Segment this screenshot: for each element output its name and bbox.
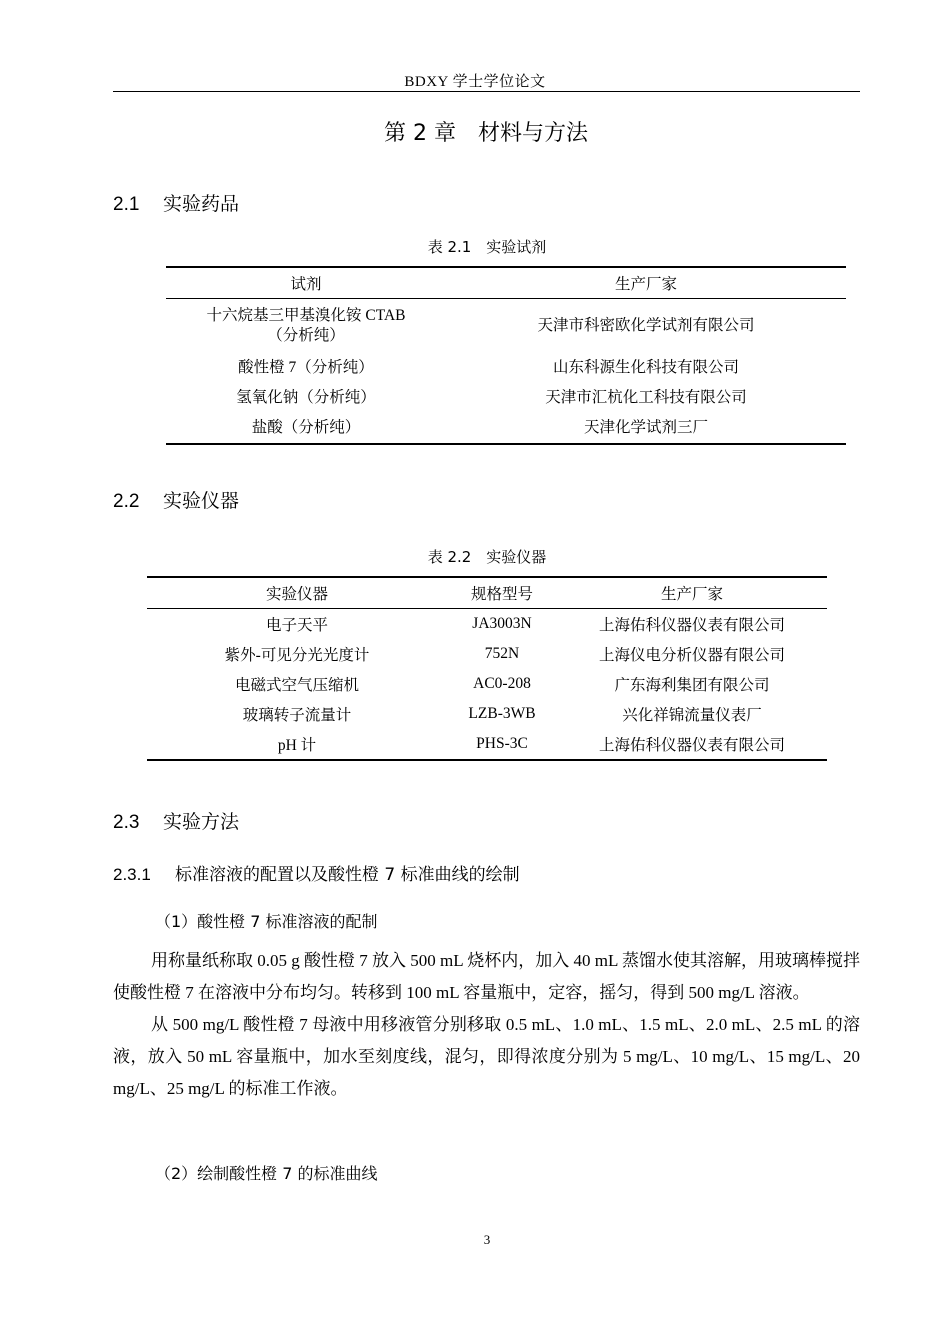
reagents-table <box>166 266 846 445</box>
section-2-3-heading <box>113 807 239 834</box>
maker-cell: 广东海利集团有限公司 <box>614 677 770 694</box>
section-number: 2.1 <box>113 194 140 215</box>
instrument-cell: 紫外-可见分光光度计 <box>224 647 370 664</box>
reagent-cell: 氢氧化钠（分析纯） <box>236 389 376 406</box>
model-cell: LZB-3WB <box>468 705 536 722</box>
paragraph: 从 500 mg/L 酸性橙 7 母液中用移液管分别移取 0.5 mL、1.0 mL、1.5 mL、2.0 mL、2.5 mL 的溶液，放入 50 mL 容量瓶中，加水至刻度线，混匀，即得浓度分别为 5 mg/L、10 mg/L、15 mg/L、20 mg/L、25 mg/L 的标准工作液。 <box>113 1015 860 1098</box>
reagent-cell: 酸性橙 7（分析纯） <box>238 359 374 376</box>
column-header: 试剂 <box>290 276 322 293</box>
instrument-cell: 电子天平 <box>265 617 328 634</box>
table-row <box>166 383 846 413</box>
instrument-cell: 玻璃转子流量计 <box>242 707 352 724</box>
section-title: 实验药品 <box>163 193 240 215</box>
maker-cell: 上海佑科仪器仪表有限公司 <box>598 617 785 634</box>
maker-cell: 天津化学试剂三厂 <box>583 419 708 436</box>
maker-cell: 上海仪电分析仪器有限公司 <box>598 647 785 664</box>
column-header: 规格型号 <box>470 586 533 603</box>
section-title: 实验仪器 <box>163 490 240 512</box>
table-2-2-caption: 表 2.2 实验仪器 <box>427 548 547 566</box>
section-number: 2.3.1 <box>113 865 151 884</box>
reagent-grade: （分析纯） <box>267 327 345 344</box>
subsection-1-title: （1）酸性橙 7 标准溶液的配制 <box>155 912 378 931</box>
table-row <box>147 669 827 699</box>
reagent-cell <box>166 299 446 354</box>
chapter-title: 第 2 章 材料与方法 <box>384 121 588 146</box>
maker-cell: 兴化祥锦流量仪表厂 <box>622 707 762 724</box>
table-row <box>166 299 846 354</box>
section-2-3-1-heading <box>113 860 520 885</box>
subsection-2-title: （2）绘制酸性橙 7 的标准曲线 <box>155 1164 378 1183</box>
column-header: 生产厂家 <box>660 586 723 603</box>
instruments-table <box>147 576 827 761</box>
section-2-1-heading <box>113 189 239 216</box>
model-cell: JA3003N <box>472 615 532 632</box>
instrument-cell: pH 计 <box>277 737 317 754</box>
maker-cell: 天津市科密欧化学试剂有限公司 <box>537 317 755 334</box>
section-title: 标准溶液的配置以及酸性橙 7 标准曲线的绘制 <box>175 865 520 885</box>
instrument-cell: 电磁式空气压缩机 <box>234 677 359 694</box>
table-header-row <box>166 267 846 299</box>
running-header: BDXY 学士学位论文 <box>404 74 546 90</box>
page-number: 3 <box>483 1232 491 1247</box>
table-row <box>147 699 827 729</box>
section-number: 2.3 <box>113 812 140 833</box>
table-row <box>147 729 827 760</box>
table-row <box>166 353 846 383</box>
section-number: 2.2 <box>113 491 140 512</box>
section-title: 实验方法 <box>163 811 240 833</box>
paragraph: 用称量纸称取 0.05 g 酸性橙 7 放入 500 mL 烧杯内，加入 40 mL 蒸馏水使其溶解，用玻璃棒搅拌使酸性橙 7 在溶液中分布均匀。转移到 100 mL 容量瓶中，定容，摇匀，得到 500 mg/L 溶液。 <box>113 951 860 1002</box>
model-cell: 752N <box>484 645 520 662</box>
table-header-row <box>147 577 827 609</box>
table-row <box>147 609 827 640</box>
body-text <box>113 945 860 1105</box>
column-header: 生产厂家 <box>614 276 677 293</box>
reagent-name: 十六烷基三甲基溴化铵 CTAB <box>206 307 406 324</box>
table-row <box>166 413 846 444</box>
table-row <box>147 639 827 669</box>
table-2-1-caption: 表 2.1 实验试剂 <box>427 238 547 256</box>
maker-cell: 山东科源生化科技有限公司 <box>552 359 739 376</box>
column-header: 实验仪器 <box>265 586 328 603</box>
model-cell: PHS-3C <box>476 735 528 752</box>
maker-cell: 上海佑科仪器仪表有限公司 <box>598 737 785 754</box>
section-2-2-heading <box>113 486 239 513</box>
model-cell: AC0-208 <box>473 675 531 692</box>
maker-cell: 天津市汇杭化工科技有限公司 <box>545 389 747 406</box>
reagent-cell: 盐酸（分析纯） <box>251 419 361 436</box>
header-rule <box>113 91 860 92</box>
